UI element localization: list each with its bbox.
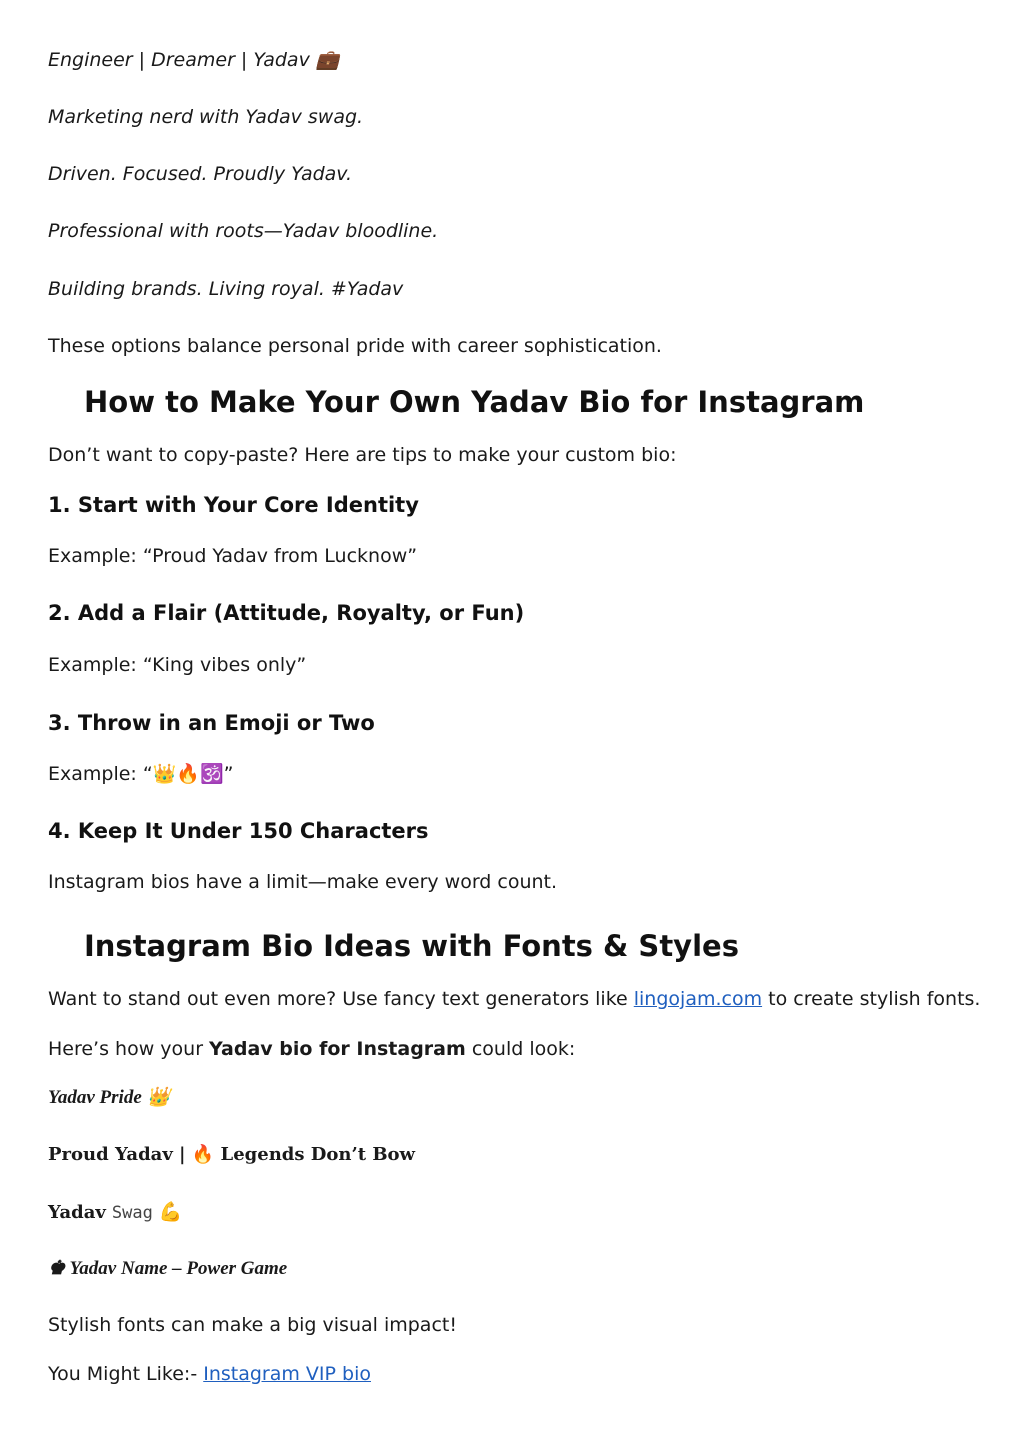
- fonts-heading: Instagram Bio Ideas with Fonts & Styles: [84, 929, 739, 963]
- might-like-line: [48, 1362, 371, 1386]
- look-after: could look:: [465, 1038, 576, 1060]
- bio-line-2: Marketing nerd with Yadav swag.: [48, 106, 364, 128]
- fonts-intro: [48, 987, 980, 1011]
- make-own-heading: How to Make Your Own Yadav Bio for Instagram: [84, 385, 865, 419]
- font-example-2: Proud Yadav | 🔥 Legends Don’t Bow: [48, 1144, 416, 1165]
- font-example-3-mono: Swag: [111, 1203, 153, 1223]
- might-like-prefix: You Might Like:-: [48, 1363, 204, 1385]
- bio-line-5: Building brands. Living royal. #Yadav: [48, 278, 404, 300]
- fonts-intro-before: Want to stand out even more? Use fancy text generators like: [48, 988, 634, 1010]
- look-bold: Yadav bio for Instagram: [209, 1038, 466, 1060]
- step-4-title: 4. Keep It Under 150 Characters: [48, 819, 429, 843]
- instagram-vip-bio-link[interactable]: Instagram VIP bio: [203, 1363, 371, 1385]
- step-2-example: Example: “King vibes only”: [48, 654, 307, 676]
- step-1-example: Example: “Proud Yadav from Lucknow”: [48, 545, 418, 567]
- font-example-3-bold: Yadav: [48, 1202, 106, 1223]
- step-2-title: 2. Add a Flair (Attitude, Royalty, or Fun): [48, 601, 525, 625]
- font-example-1: Yadav Pride 👑: [48, 1087, 171, 1108]
- font-example-4: ♚ Yadav Name – Power Game: [48, 1258, 288, 1279]
- bio-line-1: Engineer | Dreamer | Yadav 💼: [48, 49, 340, 71]
- step-3-title: 3. Throw in an Emoji or Two: [48, 711, 375, 735]
- flexed-biceps-icon: 💪: [158, 1201, 183, 1223]
- balance-note: These options balance personal pride with career sophistication.: [48, 335, 662, 357]
- impact-note: Stylish fonts can make a big visual impact!: [48, 1314, 457, 1336]
- step-3-example: Example: “👑🔥🕉️”: [48, 763, 234, 785]
- step-4-body: Instagram bios have a limit—make every word count.: [48, 871, 558, 893]
- fonts-look-line: [48, 1037, 575, 1061]
- fonts-intro-after: to create stylish fonts.: [762, 988, 981, 1010]
- look-before: Here’s how your: [48, 1038, 210, 1060]
- step-1-title: 1. Start with Your Core Identity: [48, 493, 419, 517]
- bio-line-3: Driven. Focused. Proudly Yadav.: [48, 163, 353, 185]
- font-example-3: [48, 1200, 183, 1225]
- make-own-intro: Don’t want to copy-paste? Here are tips to make your custom bio:: [48, 444, 677, 466]
- lingojam-link[interactable]: lingojam.com: [633, 988, 763, 1010]
- bio-line-4: Professional with roots—Yadav bloodline.: [48, 220, 439, 242]
